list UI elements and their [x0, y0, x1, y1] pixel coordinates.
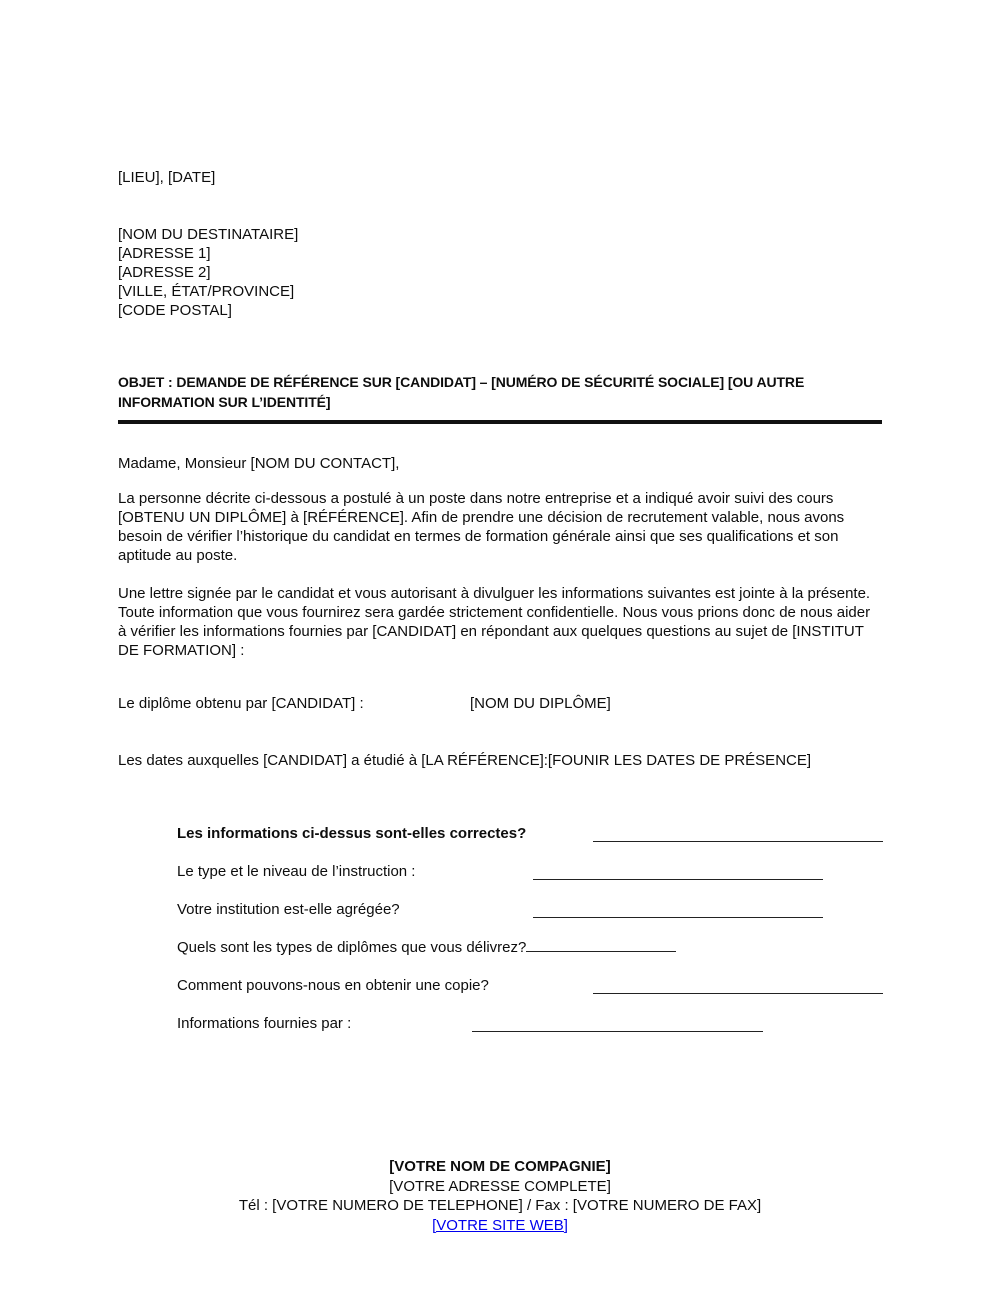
- dates-line: Les dates auxquelles [CANDIDAT] a étudié à [LA RÉFÉRENCE]:[FOUNIR LES DATES DE PRÉSENCE]: [118, 752, 812, 769]
- question-row-provided-by: [118, 1014, 882, 1033]
- question-row-correct-info: [118, 824, 882, 843]
- answer-blank-instruction-level: [533, 866, 823, 880]
- answer-blank-provided-by: [472, 1018, 763, 1032]
- recipient-address-1: [ADRESSE 1]: [118, 245, 211, 262]
- recipient-address-2: [ADRESSE 2]: [118, 264, 211, 281]
- paragraph-intro: La personne décrite ci-dessous a postulé à un poste dans notre entreprise et a indiqué avoir suivi des cours [OBTENU UN DIPLÔME] à [RÉFÉRENCE]. Afin de prendre une décision de recrutement valable, nous avons besoin de vérifier l’historique du candidat en termes de formation générale ainsi que ses qualifications et son aptitude au poste.: [118, 490, 845, 564]
- answer-blank-obtain-copy: [593, 980, 883, 994]
- question-obtain-copy-label: Comment pouvons-nous en obtenir une copie?: [177, 977, 489, 994]
- paragraph-authorization: Une lettre signée par le candidat et vous autorisant à divulguer les informations suivantes est jointe à la présente. Toute information que vous fournirez sera gardée strictement confidentielle. Nous vous prions donc de nous aider à vérifier les informations fournies par [CANDIDAT] en répondant aux quelques questions au sujet de [INSTITUT DE FORMATION] :: [118, 585, 871, 659]
- footer-tel-fax: Tél : [VOTRE NUMERO DE TELEPHONE] / Fax : [VOTRE NUMERO DE FAX]: [238, 1197, 762, 1214]
- question-provided-by-label: Informations fournies par :: [177, 1015, 352, 1032]
- question-accredited-label: Votre institution est-elle agrégée?: [177, 901, 400, 918]
- questions-block: [118, 824, 882, 1033]
- answer-blank-diploma-types: [526, 940, 676, 952]
- diploma-label: Le diplôme obtenu par [CANDIDAT] :: [118, 695, 364, 712]
- question-diploma-types-label: Quels sont les types de diplômes que vous délivrez?: [177, 939, 527, 956]
- salutation: Madame, Monsieur [NOM DU CONTACT],: [118, 455, 400, 472]
- dateline: [LIEU], [DATE]: [118, 169, 216, 186]
- answer-blank-correct-info: [593, 828, 883, 842]
- recipient-block: [118, 225, 882, 320]
- footer-website-link[interactable]: [VOTRE SITE WEB]: [432, 1216, 568, 1234]
- question-row-instruction-level: [118, 862, 882, 881]
- question-row-obtain-copy: [118, 976, 882, 995]
- question-row-diploma-types: [118, 938, 882, 957]
- question-correct-info-label: Les informations ci-dessus sont-elles correctes?: [177, 825, 527, 842]
- company-footer: [118, 1157, 882, 1235]
- footer-company-address: [VOTRE ADRESSE COMPLETE]: [389, 1177, 611, 1195]
- recipient-city-state: [VILLE, ÉTAT/PROVINCE]: [118, 283, 295, 300]
- recipient-postal-code: [CODE POSTAL]: [118, 302, 232, 319]
- diploma-value: [NOM DU DIPLÔME]: [470, 695, 611, 712]
- question-row-accredited: [118, 900, 882, 919]
- diploma-row: [118, 694, 882, 713]
- question-instruction-level-label: Le type et le niveau de l’instruction :: [177, 863, 416, 880]
- recipient-name: [NOM DU DESTINATAIRE]: [118, 226, 299, 243]
- answer-blank-accredited: [533, 904, 823, 918]
- letter-content: [118, 0, 882, 1235]
- subject-heading: OBJET : DEMANDE DE RÉFÉRENCE SUR [CANDIDAT] – [NUMÉRO DE SÉCURITÉ SOCIALE] [OU AUTRE INFORMATION SUR L’IDENTITÉ]: [118, 372, 882, 424]
- footer-company-name: [VOTRE NOM DE COMPAGNIE]: [389, 1158, 611, 1175]
